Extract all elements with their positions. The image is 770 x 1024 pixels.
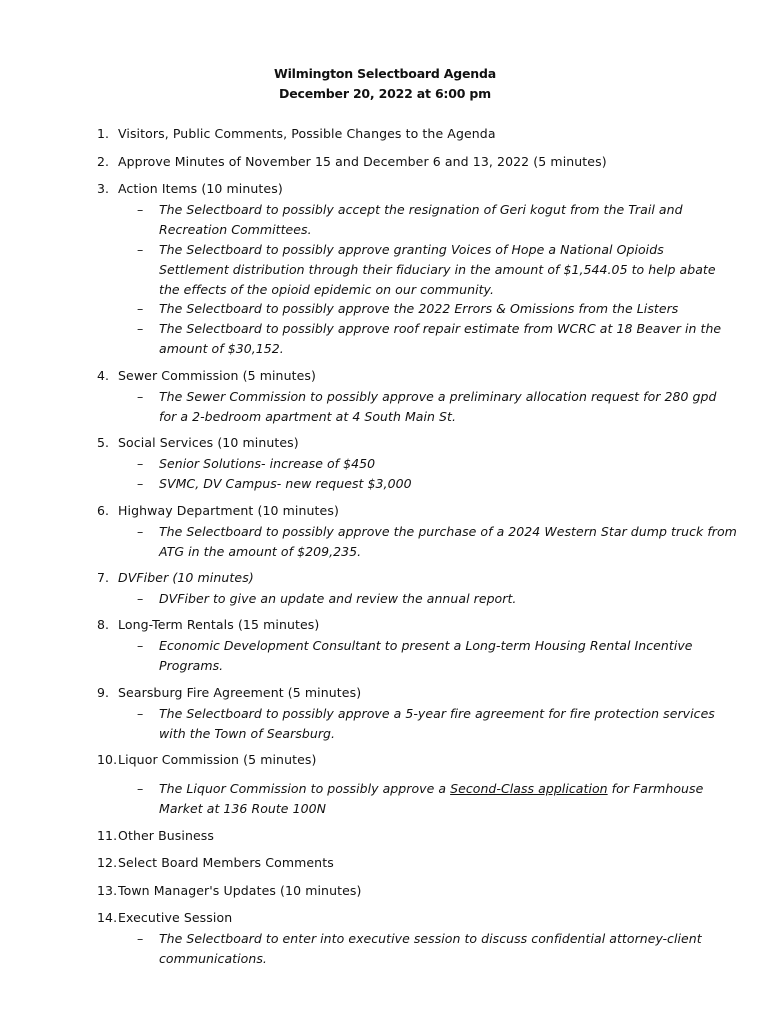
agenda-subitem: – The Liquor Commission to possibly approve a Second-Class application for Farmhouse Market at 136 Route 100N (137, 781, 704, 816)
agenda-item-1: 1. Visitors, Public Comments, Possible Changes to the Agenda (97, 126, 496, 141)
agenda-subitem: – Senior Solutions- increase of $450 (137, 456, 376, 471)
agenda-item-7: 7. DVFiber (10 minutes) (97, 570, 254, 585)
agenda-subitem: – The Selectboard to possibly approve the purchase of a 2024 Western Star dump truck from ATG in the amount of $209,235. (137, 524, 737, 559)
agenda-subitem: – The Selectboard to possibly accept the resignation of Geri kogut from the Trail and Recreation Committees. (137, 202, 683, 237)
agenda-item-12: 12.Select Board Members Comments (97, 855, 334, 870)
agenda-title: Wilmington Selectboard Agenda (274, 66, 496, 81)
agenda-item-13: 13.Town Manager's Updates (10 minutes) (97, 883, 362, 898)
agenda-subitem: – The Selectboard to possibly approve granting Voices of Hope a National Opioids Settlement distribution through their fiduciary in the amount of $1,544.05 to help abate the effects of the opioid epidemic on our community. (137, 242, 716, 297)
agenda-item-8: 8. Long-Term Rentals (15 minutes) (97, 617, 320, 632)
agenda-item-10: 10.Liquor Commission (5 minutes) (97, 752, 317, 767)
agenda-item-4: 4. Sewer Commission (5 minutes) (97, 368, 316, 383)
second-class-application-link[interactable]: Second-Class application (450, 781, 608, 796)
agenda-subitem: – The Sewer Commission to possibly approve a preliminary allocation request for 280 gpd for a 2-bedroom apartment at 4 South Main St. (137, 389, 717, 424)
agenda-date: December 20, 2022 at 6:00 pm (279, 86, 491, 101)
agenda-subitem: – The Selectboard to enter into executive session to discuss confidential attorney-client communications. (137, 931, 702, 966)
agenda-item-9: 9. Searsburg Fire Agreement (5 minutes) (97, 685, 362, 700)
agenda-item-3: 3. Action Items (10 minutes) (97, 181, 283, 196)
agenda-item-14: 14.Executive Session (97, 910, 233, 925)
agenda-item-2: 2. Approve Minutes of November 15 and December 6 and 13, 2022 (5 minutes) (97, 154, 607, 169)
agenda-subitem: – The Selectboard to possibly approve a 5-year fire agreement for fire protection services with the Town of Searsburg. (137, 706, 715, 741)
agenda-item-5: 5. Social Services (10 minutes) (97, 435, 299, 450)
agenda-subitem: – The Selectboard to possibly approve roof repair estimate from WCRC at 18 Beaver in the amount of $30,152. (137, 321, 722, 356)
agenda-item-11: 11.Other Business (97, 828, 214, 843)
agenda-subitem: – The Selectboard to possibly approve the 2022 Errors & Omissions from the Listers (137, 301, 679, 316)
agenda-subitem: – Economic Development Consultant to present a Long-term Housing Rental Incentive Programs. (137, 638, 693, 673)
agenda-item-6: 6. Highway Department (10 minutes) (97, 503, 339, 518)
agenda-subitem: – SVMC, DV Campus- new request $3,000 (137, 476, 412, 491)
agenda-subitem: – DVFiber to give an update and review the annual report. (137, 591, 517, 606)
